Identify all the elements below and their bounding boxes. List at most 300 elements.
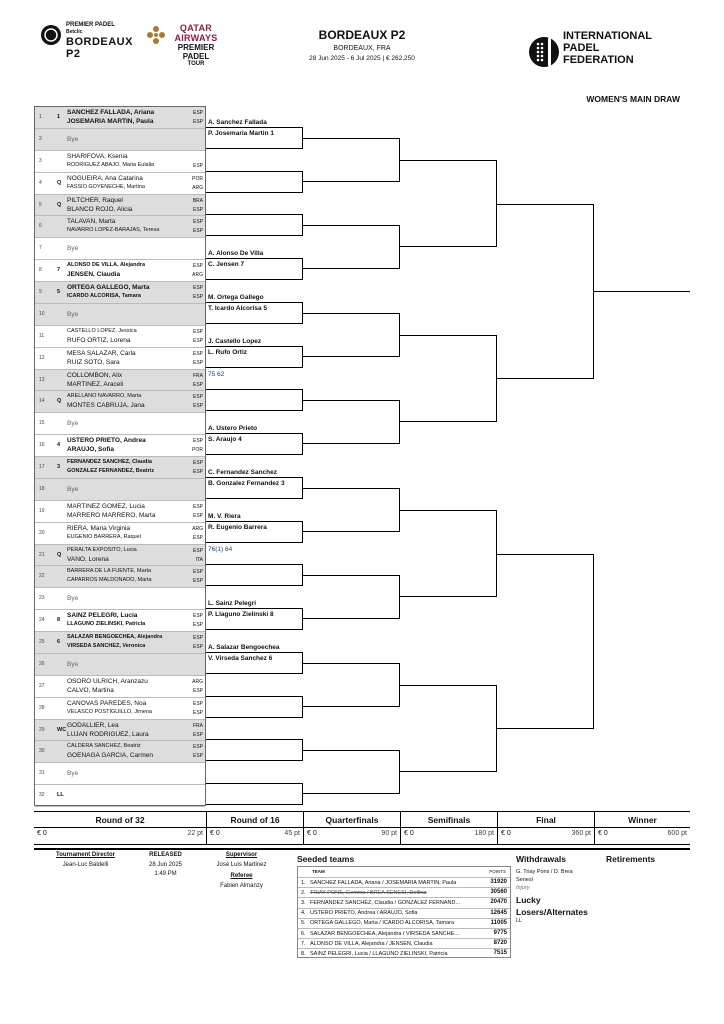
round-money: € 0 bbox=[37, 830, 47, 837]
seed-index: 5. bbox=[301, 920, 306, 927]
player-1: MARTINEZ GOMEZ, Lucia bbox=[67, 502, 145, 510]
slot-number: 9 bbox=[39, 289, 42, 295]
slot-number: 31 bbox=[39, 770, 45, 777]
player-1: TALAVAN, Marta bbox=[67, 218, 116, 226]
player-2: MARRERO MARRERO, Marta bbox=[67, 511, 156, 519]
bracket-connector bbox=[303, 400, 400, 444]
officials bbox=[204, 852, 279, 891]
draw-slot bbox=[35, 566, 205, 588]
draw-slot bbox=[35, 413, 205, 435]
seed-team: SALAZAR BENGOECHEA, Alejandra / VIRSEDA SANCHE... bbox=[310, 930, 459, 937]
slot-bye: Bye bbox=[67, 660, 79, 668]
seed-index: 1. bbox=[301, 879, 306, 886]
td-label: Tournament Director bbox=[56, 852, 115, 858]
slot-number: 2 bbox=[39, 135, 42, 142]
bracket-connector bbox=[303, 488, 400, 532]
player-2: CAPARROS MALDONADO, Marta bbox=[67, 577, 152, 584]
supervisor-label: Supervisor bbox=[225, 852, 258, 858]
losers-alternates-title: Losers/Alternates bbox=[516, 907, 588, 917]
player-1-country: ESP bbox=[192, 219, 203, 226]
player-2-country: ITA bbox=[195, 556, 203, 563]
r16-match bbox=[206, 696, 303, 718]
ipf-emblem-icon bbox=[528, 30, 560, 74]
slot-seed: 8 bbox=[57, 617, 61, 624]
released bbox=[128, 852, 203, 879]
round-name: Quarterfinals bbox=[325, 815, 379, 825]
player-2-country: ESP bbox=[192, 403, 203, 410]
draw-slot bbox=[35, 545, 205, 567]
player-1: SALAZAR BENGOECHEA, Alejandra bbox=[67, 634, 163, 640]
draw-slot bbox=[35, 632, 205, 654]
draw-slot bbox=[35, 151, 205, 173]
seed-index: 6. bbox=[301, 930, 306, 937]
draw-slot bbox=[35, 785, 205, 807]
draw-slot bbox=[35, 763, 205, 785]
slot-bye: Bye bbox=[67, 770, 79, 778]
seed-team: FERNANDEZ SANCHEZ, Claudia / GONZALEZ FERNAND... bbox=[310, 899, 461, 906]
seed-points: 8720 bbox=[493, 940, 507, 947]
round-name: Winner bbox=[628, 815, 657, 825]
r16-winner-1: L. Sainz Pelegri bbox=[208, 600, 257, 608]
released-time: 1:49 PM bbox=[154, 871, 177, 877]
ipf-name bbox=[563, 30, 652, 66]
seeded-row bbox=[298, 928, 510, 938]
slot-number: 25 bbox=[39, 639, 45, 645]
player-2: GONZALEZ FERNANDEZ, Beatriz bbox=[67, 468, 155, 474]
betclic-text: Betclic bbox=[66, 29, 83, 35]
seed-index: 8. bbox=[301, 950, 306, 957]
round-money: € 0 bbox=[501, 830, 511, 837]
seed-points: 20470 bbox=[490, 899, 507, 906]
seeded-col-points: POINTS bbox=[489, 869, 506, 874]
withdrawal-reason: Injury bbox=[516, 885, 530, 891]
bracket-connector bbox=[497, 554, 594, 729]
player-1: OSORO ULRICH, Aranzazu bbox=[67, 677, 148, 685]
r16-score: 76(1) 64 bbox=[208, 545, 233, 553]
slot-number: 5 bbox=[39, 201, 42, 208]
draw-slot bbox=[35, 195, 205, 217]
draw-slot bbox=[35, 107, 205, 129]
qatar-airways-logo bbox=[166, 23, 226, 67]
player-2: VELASCO POSTIGUILLO, Jimena bbox=[67, 708, 152, 715]
draw-slot bbox=[35, 348, 205, 370]
slot-number: 21 bbox=[39, 551, 45, 558]
r16-winner-1: M. V. Riera bbox=[208, 512, 241, 520]
slot-seed: 3 bbox=[57, 464, 61, 470]
ipf-line-2: PADEL bbox=[563, 42, 600, 54]
slot-seed: Q bbox=[57, 398, 62, 405]
player-2: JOSEMARIA MARTIN, Paula bbox=[67, 118, 154, 125]
r16-match bbox=[206, 564, 303, 586]
player-1: GODALLIER, Lea bbox=[67, 721, 119, 729]
seeded-teams-title: Seeded teams bbox=[297, 854, 355, 864]
player-1-country: ESP bbox=[192, 328, 203, 335]
lucky-loser-entry: LL bbox=[516, 918, 523, 924]
slot-number: 4 bbox=[39, 179, 42, 186]
slot-seed: 7 bbox=[57, 267, 61, 274]
tournament-header bbox=[262, 28, 462, 62]
seed-index: 2. bbox=[301, 889, 306, 896]
player-1-country: BRA bbox=[192, 197, 203, 204]
player-2: MONTES CABRUJA, Jana bbox=[67, 402, 145, 410]
player-1: USTERO PRIETO, Andrea bbox=[67, 437, 146, 445]
r16-match bbox=[206, 739, 303, 761]
draw-slot bbox=[35, 173, 205, 195]
round-points: 360 pt bbox=[571, 830, 591, 837]
player-2-country: ESP bbox=[192, 381, 203, 388]
seed-index: 4. bbox=[301, 910, 306, 917]
player-2: BLANCO ROJO, Alicia bbox=[67, 205, 133, 213]
r16-winner-1: A. Alonso De Villa bbox=[208, 250, 264, 258]
withdrawal-line-1: G. Triay Pons / D. Brea bbox=[516, 869, 573, 875]
player-2: CALVO, Martina bbox=[67, 686, 114, 694]
round-points: 45 pt bbox=[284, 830, 300, 837]
r16-match bbox=[206, 214, 303, 236]
player-2-country: ESP bbox=[192, 534, 203, 541]
player-2-country: ESP bbox=[192, 469, 203, 475]
player-1: SHARIFOVA, Ksenia bbox=[67, 152, 128, 160]
round-cell bbox=[594, 812, 690, 845]
round-cell bbox=[497, 812, 594, 845]
player-2-country: ESP bbox=[192, 294, 203, 300]
draw-slot bbox=[35, 216, 205, 238]
tournament-dates-prize: 28 Jun 2025 - 6 Jul 2025 | € 262,250 bbox=[309, 55, 415, 62]
slot-number: 22 bbox=[39, 573, 45, 580]
player-1-country: ESP bbox=[192, 394, 203, 401]
bordeaux-p2-text: BORDEAUX P2 bbox=[66, 36, 133, 60]
player-2-country: ESP bbox=[192, 162, 203, 169]
player-1: ARELLANO NAVARRO, Marta bbox=[67, 393, 142, 400]
slot-seed: 1 bbox=[57, 114, 61, 120]
player-1-country: ARG bbox=[192, 678, 203, 685]
player-1: ORTEGA GALLEGO, Marta bbox=[67, 284, 150, 291]
draw-slot bbox=[35, 457, 205, 479]
round-money: € 0 bbox=[210, 830, 220, 837]
slot-number: 15 bbox=[39, 420, 45, 427]
player-1: CASTELLO LOPEZ, Jessica bbox=[67, 327, 137, 334]
draw-slot bbox=[35, 654, 205, 676]
round-money: € 0 bbox=[404, 830, 414, 837]
retirements-title: Retirements bbox=[606, 854, 656, 864]
player-1-country: FRA bbox=[193, 722, 203, 729]
slot-number: 23 bbox=[39, 595, 45, 602]
draw-column bbox=[34, 106, 206, 806]
r16-winner-1: J. Castello Lopez bbox=[208, 337, 262, 345]
player-1: PILTCHER, Raquel bbox=[67, 196, 123, 204]
round-money: € 0 bbox=[598, 830, 608, 837]
td-name: Jean-Luc Baldelli bbox=[62, 862, 109, 868]
slot-bye: Bye bbox=[67, 135, 79, 143]
player-1: SANCHEZ FALLADA, Ariana bbox=[67, 109, 155, 116]
player-1-country: ARG bbox=[192, 525, 203, 532]
released-label: RELEASED bbox=[149, 852, 182, 858]
r16-match bbox=[206, 600, 303, 630]
slot-bye: Bye bbox=[67, 420, 79, 428]
slot-number: 13 bbox=[39, 376, 45, 383]
player-2: VANO, Lorena bbox=[67, 555, 109, 563]
seed-points: 11005 bbox=[490, 919, 507, 926]
player-1: BARRERA DE LA FUENTE, Marta bbox=[67, 568, 152, 575]
r16-match bbox=[206, 171, 303, 193]
r16-winner-2: L. Rufo Ortiz bbox=[208, 348, 247, 356]
seeded-row bbox=[298, 887, 510, 897]
player-2: FASSIO GOYENECHE, Martina bbox=[67, 183, 145, 190]
round-name: Final bbox=[536, 815, 556, 825]
draw-slot bbox=[35, 720, 205, 742]
round-cell bbox=[206, 812, 303, 845]
draw-slot bbox=[35, 698, 205, 720]
rounds-table bbox=[34, 811, 690, 845]
slot-bye: Bye bbox=[67, 245, 79, 253]
player-1-country: ESP bbox=[192, 547, 203, 554]
r16-match bbox=[206, 512, 303, 553]
slot-seed: WC bbox=[57, 726, 67, 733]
r16-winner-2: B. Gonzalez Fernandez 3 bbox=[208, 479, 285, 487]
player-1-country: ESP bbox=[192, 350, 203, 357]
player-2: RUIZ SOTO, Sara bbox=[67, 358, 120, 366]
slot-number: 1 bbox=[39, 114, 42, 120]
slot-number: 28 bbox=[39, 704, 45, 711]
ipf-line-1: INTERNATIONAL bbox=[563, 30, 653, 42]
draw-slot bbox=[35, 370, 205, 392]
player-2-country: ESP bbox=[192, 119, 203, 125]
slot-number: 27 bbox=[39, 682, 45, 689]
bordeaux-p2-logo bbox=[40, 22, 140, 60]
r16-match bbox=[206, 425, 303, 455]
player-2-country: ESP bbox=[192, 512, 203, 519]
winner-line bbox=[594, 291, 690, 292]
seed-points: 7515 bbox=[493, 950, 507, 957]
r16-winner-1: A. Ustero Prieto bbox=[208, 425, 258, 433]
player-1: SAINZ PELEGRI, Lucia bbox=[67, 612, 138, 620]
slot-seed: Q bbox=[57, 201, 62, 208]
slot-number: 19 bbox=[39, 507, 45, 514]
footer-rule bbox=[34, 848, 690, 850]
draw-slot bbox=[35, 588, 205, 610]
draw-slot bbox=[35, 479, 205, 501]
player-1-country: ESP bbox=[192, 110, 203, 116]
ipf-logo bbox=[528, 30, 653, 74]
round-name: Round of 32 bbox=[95, 815, 145, 825]
r16-match bbox=[206, 293, 303, 324]
slot-bye: Bye bbox=[67, 485, 79, 493]
slot-bye: Bye bbox=[67, 595, 79, 603]
player-2: EUGENIO BARRERA, Raquel bbox=[67, 533, 141, 540]
draw-slot bbox=[35, 304, 205, 326]
seed-points: 12645 bbox=[490, 909, 507, 916]
slot-number: 24 bbox=[39, 617, 45, 624]
slot-number: 7 bbox=[39, 245, 42, 252]
slot-number: 32 bbox=[39, 792, 45, 799]
seed-index: 7. bbox=[301, 940, 306, 947]
bracket-connector bbox=[303, 575, 400, 619]
seed-team: SANCHEZ FALLADA, Ariana / JOSEMARIA MARTIN, Paula bbox=[310, 879, 457, 886]
player-1: CALDERA SANCHEZ, Beatriz bbox=[67, 743, 141, 750]
draw-slot bbox=[35, 610, 205, 632]
slot-number: 16 bbox=[39, 442, 45, 449]
draw-slot bbox=[35, 129, 205, 151]
player-1: FERNANDEZ SANCHEZ, Claudia bbox=[67, 459, 152, 465]
bracket-connector bbox=[400, 335, 497, 423]
bracket-connector bbox=[400, 685, 497, 773]
slot-number: 29 bbox=[39, 726, 45, 733]
draw-slot bbox=[35, 501, 205, 523]
slot-number: 14 bbox=[39, 398, 45, 405]
draw-slot bbox=[35, 523, 205, 545]
slot-number: 30 bbox=[39, 748, 45, 755]
seeded-col-team: TEAM bbox=[312, 869, 325, 874]
draw-slot bbox=[35, 238, 205, 260]
player-2-country: ARG bbox=[192, 184, 203, 191]
slot-seed: Q bbox=[57, 551, 62, 558]
slot-number: 6 bbox=[39, 223, 42, 230]
player-2-country: ESP bbox=[192, 337, 203, 344]
player-2-country: ESP bbox=[192, 228, 203, 235]
tournament-title: BORDEAUX P2 bbox=[318, 28, 406, 42]
bracket-connector bbox=[400, 510, 497, 598]
player-2-country: ARG bbox=[192, 272, 203, 279]
r16-match bbox=[206, 337, 303, 378]
round-points: 180 pt bbox=[474, 830, 494, 837]
player-1-country: FRA bbox=[193, 372, 203, 379]
r16-match bbox=[206, 643, 303, 674]
bracket-connector bbox=[497, 204, 594, 379]
player-2: RODRIGUEZ ABAJO, Maria Eulalia bbox=[67, 161, 155, 168]
seed-team: ALONSO DE VILLA, Alejandra / JENSEN, Claudia bbox=[310, 940, 433, 947]
r16-winner-2: T. Icardo Alcorisa 5 bbox=[208, 304, 268, 312]
draw-slot bbox=[35, 282, 205, 304]
slot-seed: Q bbox=[57, 179, 62, 186]
player-1: COLLOMBON, Alix bbox=[67, 371, 123, 379]
player-1-country: ESP bbox=[192, 569, 203, 576]
round-points: 22 pt bbox=[187, 830, 203, 837]
slot-seed: LL bbox=[57, 792, 64, 799]
draw-slot bbox=[35, 391, 205, 413]
r16-match bbox=[206, 118, 303, 149]
player-2: JENSEN, Claudia bbox=[67, 271, 121, 279]
player-2-country: ESP bbox=[192, 622, 203, 629]
player-1-country: POR bbox=[192, 175, 203, 182]
referee-label: Referee bbox=[230, 873, 253, 879]
seeded-row bbox=[298, 948, 510, 958]
withdrawal-line-2: Senesi bbox=[516, 877, 533, 883]
round-money: € 0 bbox=[307, 830, 317, 837]
slot-seed: 6 bbox=[57, 639, 61, 645]
seeded-row bbox=[298, 897, 510, 907]
bracket-connector bbox=[303, 225, 400, 269]
player-2: VIRSEDA SANCHEZ, Veronica bbox=[67, 643, 146, 649]
slot-number: 8 bbox=[39, 267, 42, 274]
player-1: PERALTA EXPOSITO, Lucia bbox=[67, 546, 137, 553]
player-1-country: ESP bbox=[192, 438, 203, 445]
player-1-country: ESP bbox=[192, 700, 203, 707]
player-2: ICARDO ALCORISA, Tamara bbox=[67, 293, 141, 299]
slot-bye: Bye bbox=[67, 310, 79, 318]
seed-points: 30560 bbox=[490, 889, 507, 896]
bracket-connector bbox=[303, 313, 400, 357]
seeded-row bbox=[298, 908, 510, 918]
player-2-country: ESP bbox=[192, 687, 203, 694]
supervisor-name: José Luis Martinez bbox=[216, 862, 267, 868]
slot-number: 18 bbox=[39, 485, 45, 492]
r16-winner-2: P. Josemaria Martin 1 bbox=[208, 129, 274, 137]
player-1-country: ESP bbox=[192, 285, 203, 291]
r16-winner-2: C. Jensen 7 bbox=[208, 261, 245, 269]
player-1: MESA SALAZAR, Carla bbox=[67, 349, 136, 357]
player-1-country: ESP bbox=[192, 263, 203, 270]
qatar-airways-text: QATAR AIRWAYS bbox=[174, 23, 218, 43]
slot-number: 11 bbox=[39, 332, 45, 339]
seed-points: 9775 bbox=[493, 930, 507, 936]
round-name: Semifinals bbox=[427, 815, 471, 825]
player-2-country: ESP bbox=[192, 578, 203, 585]
seeded-row bbox=[298, 877, 510, 887]
tournament-director bbox=[48, 852, 123, 870]
player-2: NAVARRO LOPEZ-BARAJAS, Teresa bbox=[67, 227, 160, 234]
r16-winner-2: S. Araujo 4 bbox=[208, 436, 242, 444]
player-2-country: ESP bbox=[192, 359, 203, 366]
slot-number: 10 bbox=[39, 310, 45, 317]
player-2-country: ESP bbox=[192, 731, 203, 738]
slot-number: 12 bbox=[39, 354, 45, 361]
player-1-country: ESP bbox=[192, 613, 203, 620]
draw-slot bbox=[35, 326, 205, 348]
player-1: ALONSO DE VILLA, Alejandra bbox=[67, 262, 146, 269]
player-2: LUJAN RODRIGUEZ, Laura bbox=[67, 730, 149, 738]
slot-number: 3 bbox=[39, 157, 42, 164]
player-2-country: ESP bbox=[192, 644, 203, 650]
referee-name: Fabien Almanzy bbox=[220, 883, 263, 889]
premier-padel-text: PREMIER PADEL bbox=[66, 22, 115, 28]
round-points: 90 pt bbox=[381, 830, 397, 837]
player-2-country: ESP bbox=[192, 709, 203, 716]
r16-match bbox=[206, 783, 303, 805]
r16-match bbox=[206, 250, 303, 280]
seed-index: 3. bbox=[301, 899, 306, 906]
seed-points: 31920 bbox=[490, 879, 507, 885]
premier-padel-emblem-icon bbox=[40, 24, 62, 46]
draw-slot bbox=[35, 741, 205, 763]
player-1-country: ESP bbox=[192, 503, 203, 510]
round-cell bbox=[303, 812, 400, 845]
r16-winner-2: P. Llaguno Zielinski 8 bbox=[208, 611, 274, 619]
player-1: RIERA, Maria Virginia bbox=[67, 524, 131, 532]
r16-winner-1: A. Salazar Bengoechea bbox=[208, 643, 280, 651]
premier-padel-tour-text: PREMIER PADEL bbox=[177, 43, 215, 61]
round-cell bbox=[400, 812, 497, 845]
round-cell bbox=[34, 812, 206, 845]
player-2: MARTINEZ, Araceli bbox=[67, 380, 124, 388]
draw-slot bbox=[35, 260, 205, 282]
r16-match bbox=[206, 389, 303, 411]
r16-winner-1: C. Fernandez Sanchez bbox=[208, 468, 277, 476]
r16-winner-1: A. Sanchez Fallada bbox=[208, 118, 267, 126]
seeded-header bbox=[312, 869, 506, 874]
player-1: NOGUEIRA, Ana Catarina bbox=[67, 174, 143, 182]
draw-slot bbox=[35, 435, 205, 457]
seeded-row bbox=[298, 918, 510, 928]
player-1-country: ESP bbox=[192, 744, 203, 751]
r16-winner-2: V. Virseda Sanchez 6 bbox=[208, 654, 273, 662]
seed-team: SAINZ PELEGRI, Lucia / LLAGUNO ZIELINSKI, Patricia bbox=[310, 950, 448, 957]
seed-team: USTERO PRIETO, Andrea / ARAUJO, Sofia bbox=[310, 910, 418, 917]
player-1-country: ESP bbox=[192, 460, 203, 466]
tournament-location: BORDEAUX, FRA bbox=[333, 45, 391, 52]
seed-team: ORTEGA GALLEGO, Marta / ICARDO ALCORISA, Tamara bbox=[310, 920, 455, 927]
round-name: Round of 16 bbox=[230, 815, 280, 825]
r16-winner-2: R. Eugenio Barrera bbox=[208, 523, 267, 531]
ipf-line-3: FEDERATION bbox=[563, 54, 634, 66]
